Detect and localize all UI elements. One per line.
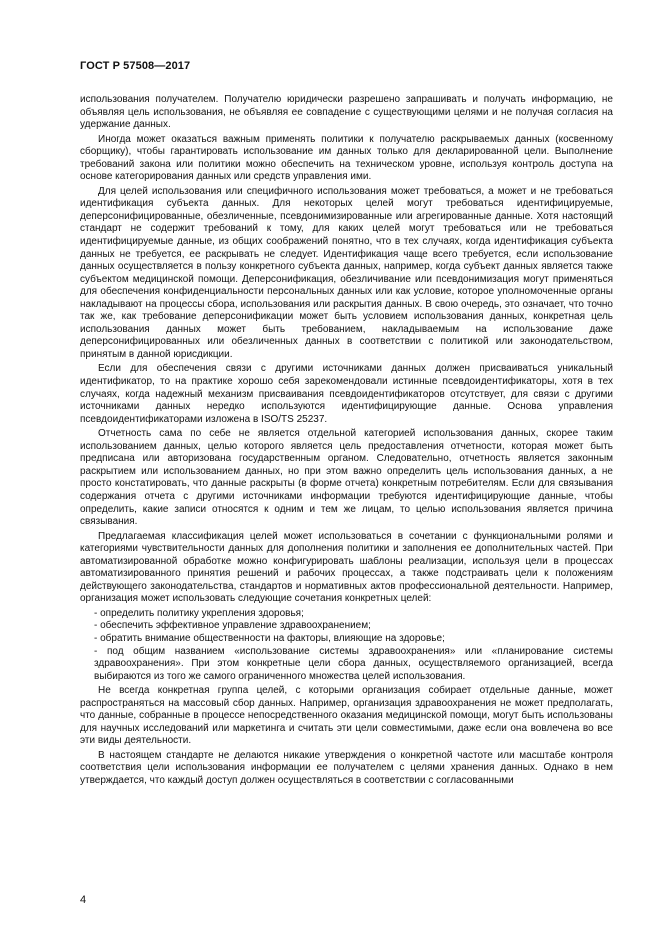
paragraph: Если для обеспечения связи с другими источниками данных должен присваиваться уникальный идентификатор, то на практике хорошо себя зарекомендовали истинные псевдоидентификаторы, хотя в тех случаях, когда надежный механизм присваивания псевдоидентификаторов отсутствует, для связи с другими источниками данных нередко используются идентифицирующие данные. Основа управления псевдоидентификаторами изложена в ISO/TS 25237. [80, 363, 613, 425]
paragraph: использования получателем. Получателю юридически разрешено запрашивать и получать информацию, не объявляя цель использования, не объявляя ее совпадение с существующими целями и не получая согласия на удержание данных. [80, 94, 613, 131]
paragraph: Предлагаемая классификация целей может использоваться в сочетании с функциональными ролями и категориями чувствительности данных для дополнения политики и заполнения ее дополнительных частей. При автоматизированной обработке можно конфигурировать шаблоны реализации, используя цели в процессах автоматизированного принятия решений и рабочих процессах, а также подстраивать цели к положениям действующего законодательства, стандартов и нормативных актов профессиональной деятельности. Например, организация может использовать следующие сочетания конкретных целей: [80, 530, 613, 605]
list-item: - обратить внимание общественности на факторы, влияющие на здоровье; [94, 632, 445, 644]
paragraph: Не всегда конкретная группа целей, с которыми организация собирает отдельные данные, может распространяться на массовый сбор данных. Например, организация здравоохранения не может предполагать, что данные, собранные в процессе непосредственного оказания медицинской помощи, могут быть использованы для научных исследований или маркетинга и считать эти цели совместимыми, даже если она вовлечена во все эти виды деятельности. [80, 685, 613, 747]
paragraph: Иногда может оказаться важным применять политики к получателю раскрываемых данных (косвенному сборщику), чтобы гарантировать использование им данных только для декларированной цели. Выполнение требований закона или политики можно обеспечить на техническом уровне, используя контроль доступа на основе категорирования данных или средств управления ими. [80, 133, 613, 183]
paragraph: Отчетность сама по себе не является отдельной категорией использования данных, скорее таким использованием данных, целью которого является цель предоставления отчетности, которая может быть предписана или авторизована государственным органом. Следовательно, отчетность является законным раскрытием или использованием данных, но при этом важно определить цель использования данных, а не просто констатировать, что данные раскрыты (в форме отчета) конкретным потребителям. Если для связывания содержания отчета с другими источниками информации требуются идентифицирующие данные, чтобы определить, какие записи относятся к одним и тем же лицам, то целью использования является причина связывания. [80, 428, 613, 528]
paragraph: В настоящем стандарте не делаются никакие утверждения о конкретной частоте или масштабе контроля соответствия цели использования информации ее получателем с целями хранения данных. Однако в нем утверждается, что каждый доступ должен осуществляться в соответствии с согласованными [80, 749, 613, 786]
document-body [80, 94, 613, 790]
purpose-list [80, 608, 613, 683]
paragraph: Для целей использования или специфичного использования может требоваться, а может и не требоваться идентификация субъекта данных. Для некоторых целей могут требоваться идентифицируемые, деперсонифицированные, обезличенные, псевдонимизированные или агрегированные данные. Хотя настоящий стандарт не содержит требований к тому, для каких целей могут требоваться или не требоваться идентифицируемые данные, из общих соображений понятно, что в тех случаях, когда идентификация субъекта данных не требуется, ее раскрывать не следует. Идентификация чаще всего требуется, если использование данных осуществляется в пользу конкретного субъекта данных, например, когда субъект данных является также субъектом медицинской помощи. Деперсонификация, обезличивание или псевдонимизация могут применяться для обеспечения конфиденциальности персональных данных или как условие, которое уполномоченные органы накладывают на процессы сбора, использования или раскрытия данных. В свою очередь, это означает, что точно так же, как требование деперсонификации может быть условием использования данных, конкретная цель использования данных может быть требованием, накладываемым на использование даже деперсонифицированных или обезличенных данных в соответствии с политикой или законодательством, принятым в данной юрисдикции. [80, 185, 613, 360]
document-header: ГОСТ Р 57508—2017 [80, 60, 191, 72]
list-item: - определить политику укрепления здоровья; [94, 607, 304, 619]
page-number: 4 [80, 894, 87, 906]
list-item: - под общим названием «использование системы здравоохранения» или «планирование системы здравоохранения». При этом конкретные цели сбора данных, осуществляемого организацией, всегда выбираются из того же самого ограниченного множества целей использования. [94, 645, 613, 682]
list-item: - обеспечить эффективное управление здравоохранением; [94, 620, 371, 632]
